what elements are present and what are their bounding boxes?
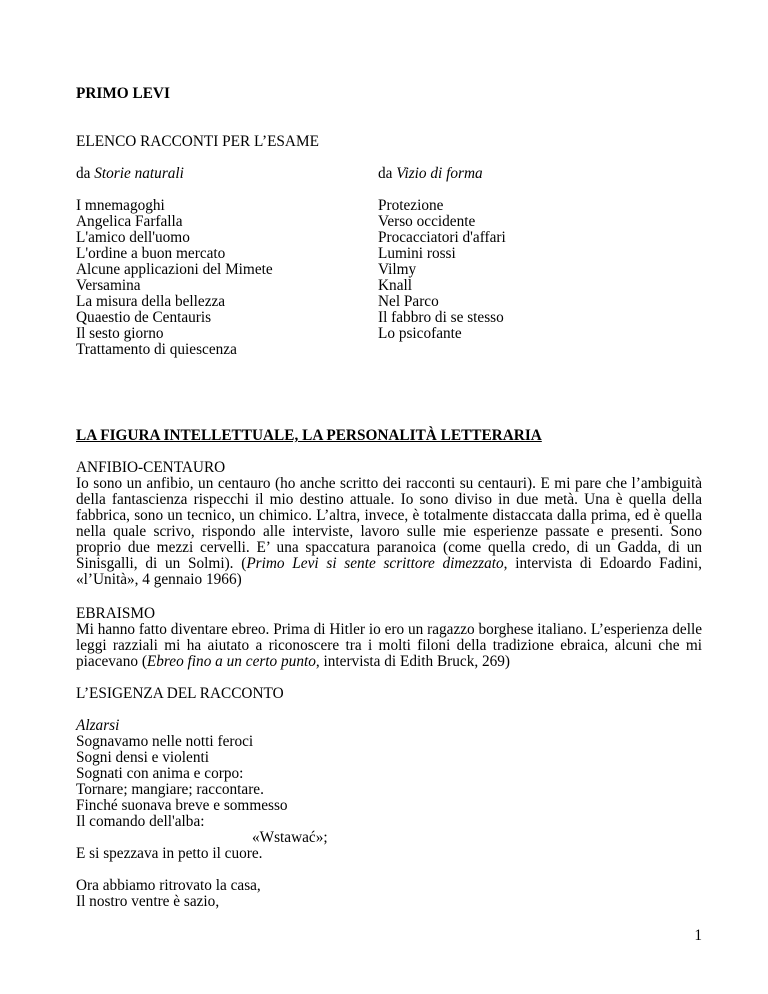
list-item: Quaestio de Centauris — [76, 309, 212, 326]
page-number: 1 — [694, 927, 702, 944]
poem-title: Alzarsi — [76, 717, 120, 734]
list-item: Il sesto giorno — [76, 325, 164, 342]
ebraismo-paragraph: Mi hanno fatto diventare ebreo. Prima di Hitler io ero un ragazzo borghese italiano. L’esperienza delle leggi razziali mi ha aiutato a riconoscere tra i molti filoni della tradizione ebraica, alcuni che mi piacevano (Ebreo fino a un certo punto, intervista di Edith Bruck, 269) — [76, 621, 702, 670]
poem-line: Finché suonava breve e sommesso — [76, 797, 288, 814]
list-item: Lo psicofante — [378, 325, 462, 342]
list-item: Knall — [378, 277, 412, 294]
list-item: La misura della bellezza — [76, 293, 226, 310]
anfibio-source-title: Primo Levi si sente scrittore dimezzato — [246, 555, 504, 572]
section-heading: LA FIGURA INTELLETTUALE, LA PERSONALITÀ LETTERARIA — [76, 427, 542, 444]
list-item: Trattamento di quiescenza — [76, 341, 237, 358]
list-item: Vilmy — [378, 261, 417, 278]
list-item: Il fabbro di se stesso — [378, 309, 504, 326]
racconto-heading: L’ESIGENZA DEL RACCONTO — [76, 685, 284, 702]
ebraismo-source-title: Ebreo fino a un certo punto — [146, 653, 316, 670]
list-item: Versamina — [76, 277, 141, 294]
list-item: Angelica Farfalla — [76, 213, 183, 230]
list-item: Lumini rossi — [378, 245, 456, 262]
poem-line: Sognavamo nelle notti feroci — [76, 733, 254, 750]
poem — [76, 718, 328, 910]
right-column — [378, 166, 506, 342]
poem-line: Il comando dell'alba: — [76, 813, 205, 830]
left-column-heading: da Storie naturali — [76, 165, 184, 182]
left-book-title: Storie naturali — [94, 165, 184, 182]
poem-line: Sognati con anima e corpo: — [76, 765, 244, 782]
list-item: Verso occidente — [378, 213, 476, 230]
left-column — [76, 166, 273, 358]
anfibio-section — [76, 460, 702, 588]
ebraismo-section — [76, 606, 702, 670]
anfibio-paragraph: Io sono un anfibio, un centauro (ho anche scritto dei racconti su centauri). E mi pare che l’ambiguità della fantascienza rispecchi il mio destino attuale. Io sono diviso in due metà. Una è quella della fabbrica, sono un tecnico, un chimico. L’altra, invece, è totalmente distaccata dalla prima, ed è quella nella quale scrivo, rispondo alle interviste, lavoro sulle mie esperienze passate e presenti. Sono proprio due mezzi cervelli. E’ una spaccatura paranoica (come quella credo, di un Gadda, di un Sinisgalli, di un Solmi). (Primo Levi si sente scrittore dimezzato, intervista di Edoardo Fadini, «l’Unità», 4 gennaio 1966) — [76, 475, 702, 588]
list-item: L'amico dell'uomo — [76, 229, 190, 246]
poem-line: Sogni densi e violenti — [76, 749, 209, 766]
poem-line: Il nostro ventre è sazio, — [76, 893, 220, 910]
list-item: Nel Parco — [378, 293, 439, 310]
right-book-title: Vizio di forma — [396, 165, 483, 182]
list-item: Alcune applicazioni del Mimete — [76, 261, 273, 278]
poem-line: Ora abbiamo ritrovato la casa, — [76, 877, 261, 894]
anfibio-heading: ANFIBIO-CENTAURO — [76, 459, 226, 476]
ebraismo-heading: EBRAISMO — [76, 605, 156, 622]
list-heading: ELENCO RACCONTI PER L’ESAME — [76, 133, 319, 150]
list-item: Procacciatori d'affari — [378, 229, 506, 246]
list-item: Protezione — [378, 197, 444, 214]
right-column-heading: da Vizio di forma — [378, 165, 483, 182]
poem-line-indented: «Wstawać»; — [252, 829, 328, 846]
list-item: I mnemagoghi — [76, 197, 165, 214]
poem-line: E si spezzava in petto il cuore. — [76, 845, 263, 862]
list-item: L'ordine a buon mercato — [76, 245, 226, 262]
poem-line: Tornare; mangiare; raccontare. — [76, 781, 264, 798]
author-heading: PRIMO LEVI — [76, 85, 170, 102]
